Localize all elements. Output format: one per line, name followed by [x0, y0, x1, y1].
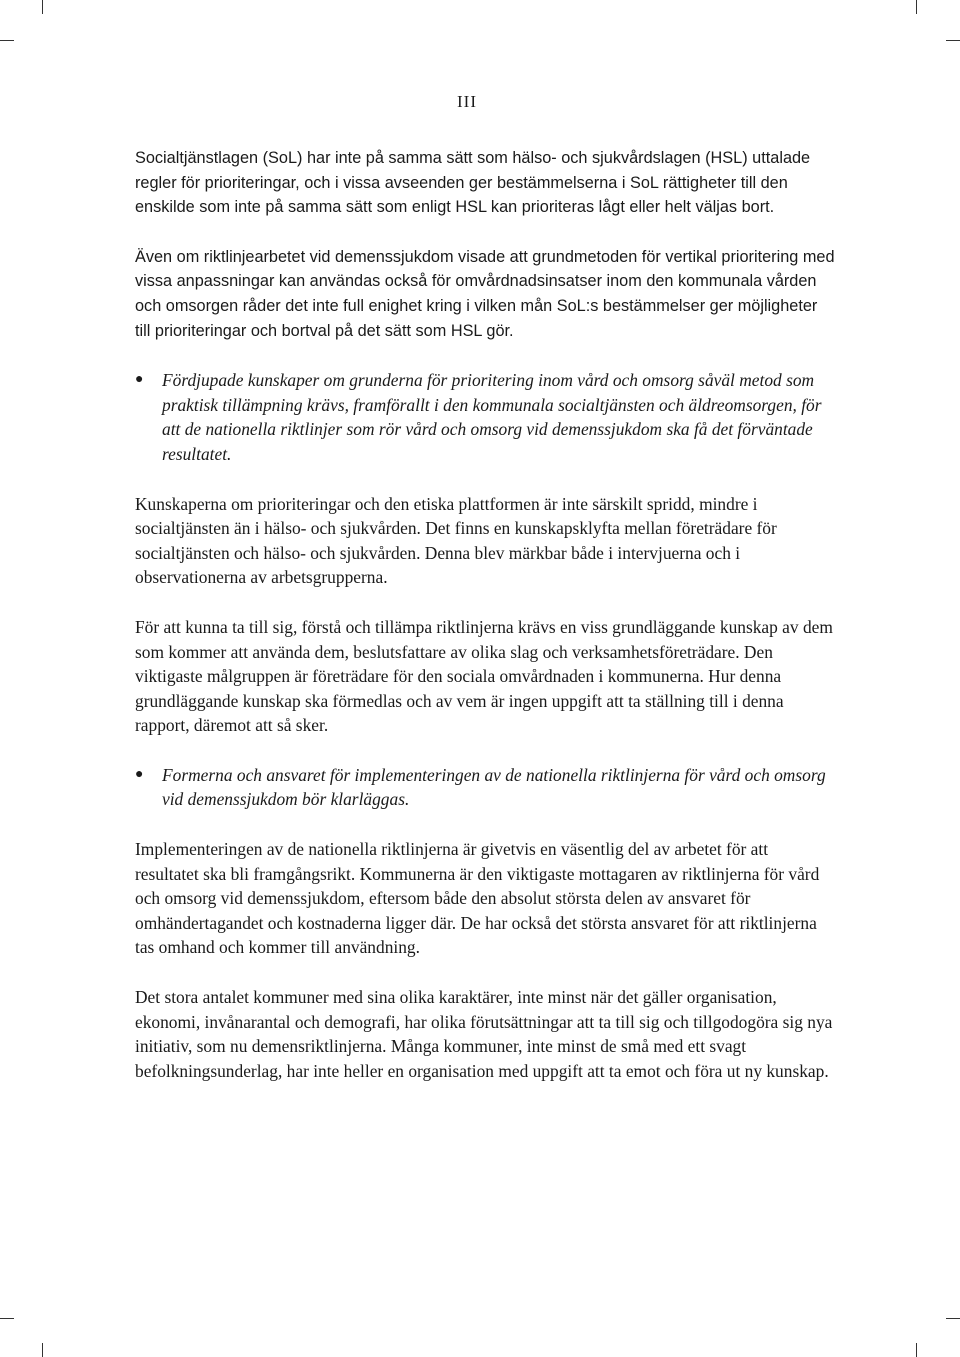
- paragraph: Socialtjänstlagen (SoL) har inte på samma sätt som hälso- och sjukvårdslagen (HSL) uttalade regler för prioriteringar, och i vissa avseenden ger bestämmelserna i SoL rättigheter till den enskilde som inte på samma sätt som enligt HSL kan prioriteras lågt eller helt väljas bort.: [135, 149, 811, 217]
- paragraph: Det stora antalet kommuner med sina olika karaktärer, inte minst när det gäller organisation, ekonomi, invånarantal och demografi, har olika förutsättningar att ta till sig och tillgodogöra sig nya initiativ, som nu demensriktlinjerna. Många kommuner, inte minst de små med ett svagt befolkningsunderlag, har inte heller en organisation med uppgift att ta emot och föra ut ny kunskap.: [135, 987, 833, 1081]
- bullet-item: [135, 368, 835, 466]
- paragraph: Även om riktlinjearbetet vid demenssjukdom visade att grundmetoden för vertikal prioritering med vissa anpassningar kan användas också för omvårdnadsinsatser inom den kommunala vården och omsorgen råder det inte full enighet kring i vilken mån SoL:s bestämmelser ger möjligheter till prioriteringar och bortval på det sätt som HSL gör.: [135, 247, 835, 340]
- crop-mark-bottom-right: [916, 1343, 917, 1357]
- crop-mark-right-bottom: [946, 1318, 960, 1319]
- paragraph: Implementeringen av de nationella riktlinjerna är givetvis en väsentlig del av arbetet för att resultatet ska bli framgångsrikt. Kommunerna är den viktigaste mottagaren av riktlinjerna för vård och omsorg vid demenssjukdom, eftersom både den absolut största delen av ansvaret för omhändertagandet och kostnaderna ligger där. De har också det största ansvaret för att riktlinjerna tas omhand och kommer till användning.: [135, 839, 820, 958]
- crop-mark-top-right: [916, 0, 917, 14]
- crop-mark-top-left: [42, 0, 43, 14]
- bullet-icon: ●: [135, 766, 144, 782]
- crop-mark-bottom-left: [42, 1343, 43, 1357]
- crop-mark-right-top: [946, 40, 960, 41]
- body-text: [135, 146, 835, 1108]
- bullet-item: [135, 763, 835, 812]
- bullet-icon: ●: [135, 372, 144, 388]
- crop-mark-left-bottom: [0, 1318, 14, 1319]
- paragraph: Kunskaperna om prioriteringar och den etiska plattformen är inte särskilt spridd, mindre i socialtjänsten än i hälso- och sjukvården. Det finns en kunskapsklyfta mellan företrädare för socialtjänsten och hälso- och sjukvården. Denna blev märkbar både i intervjuerna och i observationerna av arbetsgrupperna.: [135, 493, 777, 588]
- paragraph: För att kunna ta till sig, förstå och tillämpa riktlinjerna krävs en viss grundläggande kunskap av dem som kommer att använda dem, beslutsfattare av olika slag och verksamhetsföreträdare. Den viktigaste målgruppen är företrädare för den sociala omvårdnaden i kommunerna. Hur denna grundläggande kunskap ska förmedlas och av vem är ingen uppgift att ta ställning till i denna rapport, däremot att så sker.: [135, 616, 833, 736]
- crop-mark-left-top: [0, 40, 14, 41]
- bullet-text: Fördjupade kunskaper om grunderna för prioritering inom vård och omsorg såväl metod som praktisk tillämpning krävs, framförallt i den kommunala socialtjänsten och äldreomsorgen, för att de nationella riktlinjer som rör vård och omsorg vid demenssjukdom ska få det förväntade resultatet.: [162, 370, 822, 464]
- bullet-text: Formerna och ansvaret för implementeringen av de nationella riktlinjerna för vård och omsorg vid demenssjukdom bör klarläggas.: [162, 764, 826, 810]
- page-number: III: [457, 92, 477, 111]
